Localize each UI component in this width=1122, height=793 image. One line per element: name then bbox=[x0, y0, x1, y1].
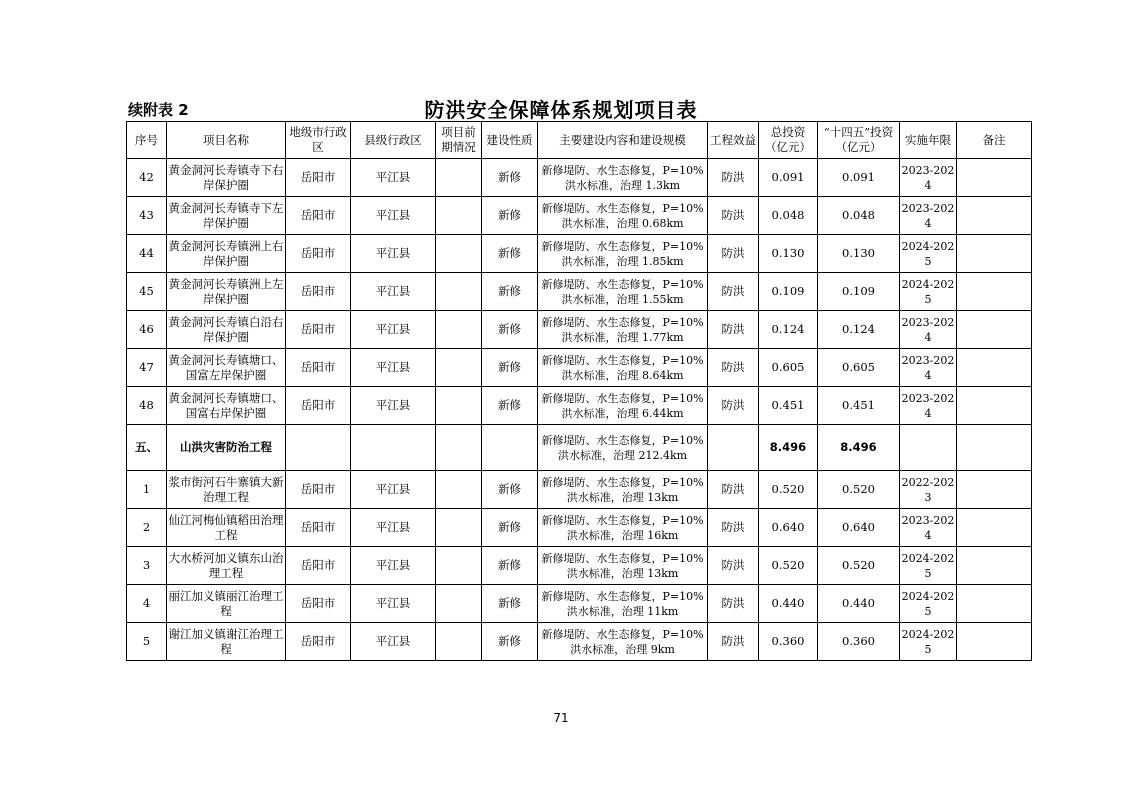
cell-total: 0.605 bbox=[759, 349, 818, 387]
cell-no: 5 bbox=[127, 623, 167, 661]
table-row bbox=[127, 387, 1032, 425]
cell-nature: 新修 bbox=[482, 509, 538, 547]
cell-plan: 0.440 bbox=[818, 585, 900, 623]
table-row bbox=[127, 585, 1032, 623]
cell-period: 2023-2024 bbox=[900, 509, 957, 547]
table-row bbox=[127, 471, 1032, 509]
cell-name: 黄金洞河长寿镇塘口、国富左岸保护圈 bbox=[167, 349, 286, 387]
table-row bbox=[127, 547, 1032, 585]
cell-name: 仙江河梅仙镇稻田治理工程 bbox=[167, 509, 286, 547]
cell-no: 3 bbox=[127, 547, 167, 585]
cell-no: 44 bbox=[127, 235, 167, 273]
cell-nature: 新修 bbox=[482, 547, 538, 585]
cell-period: 2023-2024 bbox=[900, 159, 957, 197]
section-row bbox=[127, 425, 1032, 471]
cell-benefit bbox=[708, 425, 759, 471]
cell-benefit: 防洪 bbox=[708, 547, 759, 585]
cell-county: 平江县 bbox=[351, 311, 436, 349]
cell-content: 新修堤防、水生态修复，P=10%洪水标准，治理 0.68km bbox=[538, 197, 708, 235]
cell-name: 黄金洞河长寿镇洲上右岸保护圈 bbox=[167, 235, 286, 273]
col-header-county: 县级行政区 bbox=[351, 122, 436, 159]
cell-county: 平江县 bbox=[351, 349, 436, 387]
cell-city: 岳阳市 bbox=[286, 509, 351, 547]
cell-note bbox=[957, 387, 1032, 425]
cell-content: 新修堤防、水生态修复，P=10%洪水标准，治理 11km bbox=[538, 585, 708, 623]
cell-total: 0.520 bbox=[759, 471, 818, 509]
cell-name: 黄金洞河长寿镇塘口、国富右岸保护圈 bbox=[167, 387, 286, 425]
cell-period: 2024-2025 bbox=[900, 623, 957, 661]
cell-plan: 0.130 bbox=[818, 235, 900, 273]
cell-city bbox=[286, 425, 351, 471]
cell-nature: 新修 bbox=[482, 235, 538, 273]
cell-content: 新修堤防、水生态修复，P=10%洪水标准，治理 13km bbox=[538, 547, 708, 585]
cell-note bbox=[957, 235, 1032, 273]
cell-content: 新修堤防、水生态修复，P=10%洪水标准，治理 1.77km bbox=[538, 311, 708, 349]
cell-benefit: 防洪 bbox=[708, 197, 759, 235]
cell-period: 2023-2024 bbox=[900, 311, 957, 349]
cell-city: 岳阳市 bbox=[286, 273, 351, 311]
cell-prep bbox=[436, 311, 482, 349]
cell-nature: 新修 bbox=[482, 387, 538, 425]
cell-prep bbox=[436, 547, 482, 585]
cell-nature: 新修 bbox=[482, 585, 538, 623]
cell-total: 0.360 bbox=[759, 623, 818, 661]
cell-total: 0.640 bbox=[759, 509, 818, 547]
cell-period: 2023-2024 bbox=[900, 197, 957, 235]
cell-city: 岳阳市 bbox=[286, 159, 351, 197]
col-header-name: 项目名称 bbox=[167, 122, 286, 159]
cell-name: 谢江加义镇谢江治理工程 bbox=[167, 623, 286, 661]
cell-content: 新修堤防、水生态修复，P=10%洪水标准，治理 16km bbox=[538, 509, 708, 547]
cell-note bbox=[957, 509, 1032, 547]
cell-prep bbox=[436, 623, 482, 661]
cell-nature bbox=[482, 425, 538, 471]
cell-plan: 0.048 bbox=[818, 197, 900, 235]
cell-plan: 0.640 bbox=[818, 509, 900, 547]
table-header-row bbox=[127, 122, 1032, 159]
cell-content: 新修堤防、水生态修复，P=10%洪水标准，治理 212.4km bbox=[538, 425, 708, 471]
cell-period: 2024-2025 bbox=[900, 547, 957, 585]
cell-nature: 新修 bbox=[482, 197, 538, 235]
col-header-period: 实施年限 bbox=[900, 122, 957, 159]
cell-nature: 新修 bbox=[482, 159, 538, 197]
cell-benefit: 防洪 bbox=[708, 585, 759, 623]
cell-content: 新修堤防、水生态修复，P=10%洪水标准，治理 1.55km bbox=[538, 273, 708, 311]
cell-county: 平江县 bbox=[351, 585, 436, 623]
cell-city: 岳阳市 bbox=[286, 547, 351, 585]
cell-period bbox=[900, 425, 957, 471]
project-table bbox=[126, 121, 1032, 661]
table-row bbox=[127, 273, 1032, 311]
cell-total: 0.091 bbox=[759, 159, 818, 197]
cell-no: 43 bbox=[127, 197, 167, 235]
cell-no: 五、 bbox=[127, 425, 167, 471]
col-header-nature: 建设性质 bbox=[482, 122, 538, 159]
cell-benefit: 防洪 bbox=[708, 623, 759, 661]
table-row bbox=[127, 197, 1032, 235]
cell-city: 岳阳市 bbox=[286, 235, 351, 273]
cell-name: 丽江加义镇丽江治理工程 bbox=[167, 585, 286, 623]
cell-city: 岳阳市 bbox=[286, 197, 351, 235]
cell-benefit: 防洪 bbox=[708, 387, 759, 425]
cell-content: 新修堤防、水生态修复，P=10%洪水标准，治理 8.64km bbox=[538, 349, 708, 387]
cell-total: 0.109 bbox=[759, 273, 818, 311]
cell-benefit: 防洪 bbox=[708, 159, 759, 197]
cell-no: 47 bbox=[127, 349, 167, 387]
cell-benefit: 防洪 bbox=[708, 273, 759, 311]
cell-note bbox=[957, 425, 1032, 471]
cell-plan: 0.091 bbox=[818, 159, 900, 197]
cell-plan: 0.124 bbox=[818, 311, 900, 349]
cell-city: 岳阳市 bbox=[286, 349, 351, 387]
cell-plan: 8.496 bbox=[818, 425, 900, 471]
cell-prep bbox=[436, 235, 482, 273]
col-header-prep: 项目前期情况 bbox=[436, 122, 482, 159]
col-header-no: 序号 bbox=[127, 122, 167, 159]
col-header-city: 地级市行政区 bbox=[286, 122, 351, 159]
cell-benefit: 防洪 bbox=[708, 471, 759, 509]
cell-content: 新修堤防、水生态修复，P=10%洪水标准，治理 1.3km bbox=[538, 159, 708, 197]
cell-name: 黄金洞河长寿镇白沿右岸保护圈 bbox=[167, 311, 286, 349]
cell-county: 平江县 bbox=[351, 159, 436, 197]
cell-total: 0.451 bbox=[759, 387, 818, 425]
cell-note bbox=[957, 311, 1032, 349]
appendix-label: 续附表 2 bbox=[128, 101, 189, 119]
cell-plan: 0.360 bbox=[818, 623, 900, 661]
cell-name: 黄金洞河长寿镇寺下右岸保护圈 bbox=[167, 159, 286, 197]
cell-content: 新修堤防、水生态修复，P=10%洪水标准，治理 6.44km bbox=[538, 387, 708, 425]
cell-nature: 新修 bbox=[482, 623, 538, 661]
cell-plan: 0.520 bbox=[818, 471, 900, 509]
cell-total: 0.048 bbox=[759, 197, 818, 235]
cell-prep bbox=[436, 585, 482, 623]
cell-total: 0.124 bbox=[759, 311, 818, 349]
cell-plan: 0.520 bbox=[818, 547, 900, 585]
cell-county: 平江县 bbox=[351, 197, 436, 235]
cell-name: 浆市街河石牛寨镇大新治理工程 bbox=[167, 471, 286, 509]
cell-name: 黄金洞河长寿镇洲上左岸保护圈 bbox=[167, 273, 286, 311]
cell-plan: 0.109 bbox=[818, 273, 900, 311]
cell-benefit: 防洪 bbox=[708, 349, 759, 387]
table-row bbox=[127, 349, 1032, 387]
cell-content: 新修堤防、水生态修复，P=10%洪水标准，治理 1.85km bbox=[538, 235, 708, 273]
cell-county: 平江县 bbox=[351, 471, 436, 509]
cell-prep bbox=[436, 425, 482, 471]
cell-period: 2024-2025 bbox=[900, 585, 957, 623]
cell-city: 岳阳市 bbox=[286, 471, 351, 509]
cell-note bbox=[957, 349, 1032, 387]
cell-county: 平江县 bbox=[351, 547, 436, 585]
table-row bbox=[127, 159, 1032, 197]
cell-county: 平江县 bbox=[351, 623, 436, 661]
col-header-note: 备注 bbox=[957, 122, 1032, 159]
cell-county: 平江县 bbox=[351, 387, 436, 425]
cell-name: 黄金洞河长寿镇寺下左岸保护圈 bbox=[167, 197, 286, 235]
cell-county: 平江县 bbox=[351, 273, 436, 311]
cell-city: 岳阳市 bbox=[286, 387, 351, 425]
cell-prep bbox=[436, 197, 482, 235]
col-header-content: 主要建设内容和建设规模 bbox=[538, 122, 708, 159]
cell-nature: 新修 bbox=[482, 273, 538, 311]
cell-prep bbox=[436, 349, 482, 387]
cell-plan: 0.451 bbox=[818, 387, 900, 425]
cell-county: 平江县 bbox=[351, 235, 436, 273]
cell-no: 4 bbox=[127, 585, 167, 623]
cell-no: 1 bbox=[127, 471, 167, 509]
cell-prep bbox=[436, 159, 482, 197]
table-row bbox=[127, 311, 1032, 349]
cell-total: 8.496 bbox=[759, 425, 818, 471]
cell-city: 岳阳市 bbox=[286, 585, 351, 623]
page-title: 防洪安全保障体系规划项目表 bbox=[424, 98, 698, 122]
cell-content: 新修堤防、水生态修复，P=10%洪水标准，治理 9km bbox=[538, 623, 708, 661]
table-row bbox=[127, 235, 1032, 273]
cell-county bbox=[351, 425, 436, 471]
cell-nature: 新修 bbox=[482, 349, 538, 387]
cell-benefit: 防洪 bbox=[708, 509, 759, 547]
cell-prep bbox=[436, 509, 482, 547]
cell-benefit: 防洪 bbox=[708, 235, 759, 273]
col-header-plan: “十四五”投资（亿元） bbox=[818, 122, 900, 159]
cell-prep bbox=[436, 471, 482, 509]
cell-period: 2024-2025 bbox=[900, 235, 957, 273]
col-header-benefit: 工程效益 bbox=[708, 122, 759, 159]
cell-note bbox=[957, 585, 1032, 623]
cell-note bbox=[957, 471, 1032, 509]
table-row bbox=[127, 509, 1032, 547]
cell-no: 48 bbox=[127, 387, 167, 425]
cell-benefit: 防洪 bbox=[708, 311, 759, 349]
cell-no: 45 bbox=[127, 273, 167, 311]
cell-total: 0.520 bbox=[759, 547, 818, 585]
cell-no: 46 bbox=[127, 311, 167, 349]
cell-period: 2024-2025 bbox=[900, 273, 957, 311]
cell-prep bbox=[436, 273, 482, 311]
col-header-total: 总投资（亿元） bbox=[759, 122, 818, 159]
cell-name: 山洪灾害防治工程 bbox=[167, 425, 286, 471]
cell-note bbox=[957, 623, 1032, 661]
cell-plan: 0.605 bbox=[818, 349, 900, 387]
cell-county: 平江县 bbox=[351, 509, 436, 547]
cell-no: 2 bbox=[127, 509, 167, 547]
cell-name: 大水桥河加义镇东山治理工程 bbox=[167, 547, 286, 585]
page-number: 71 bbox=[553, 711, 569, 725]
cell-note bbox=[957, 197, 1032, 235]
cell-prep bbox=[436, 387, 482, 425]
cell-period: 2023-2024 bbox=[900, 387, 957, 425]
cell-no: 42 bbox=[127, 159, 167, 197]
cell-city: 岳阳市 bbox=[286, 623, 351, 661]
cell-period: 2023-2024 bbox=[900, 349, 957, 387]
cell-total: 0.440 bbox=[759, 585, 818, 623]
cell-note bbox=[957, 273, 1032, 311]
cell-period: 2022-2023 bbox=[900, 471, 957, 509]
cell-content: 新修堤防、水生态修复，P=10%洪水标准，治理 13km bbox=[538, 471, 708, 509]
cell-nature: 新修 bbox=[482, 471, 538, 509]
cell-nature: 新修 bbox=[482, 311, 538, 349]
cell-city: 岳阳市 bbox=[286, 311, 351, 349]
cell-note bbox=[957, 159, 1032, 197]
cell-note bbox=[957, 547, 1032, 585]
cell-total: 0.130 bbox=[759, 235, 818, 273]
table-row bbox=[127, 623, 1032, 661]
